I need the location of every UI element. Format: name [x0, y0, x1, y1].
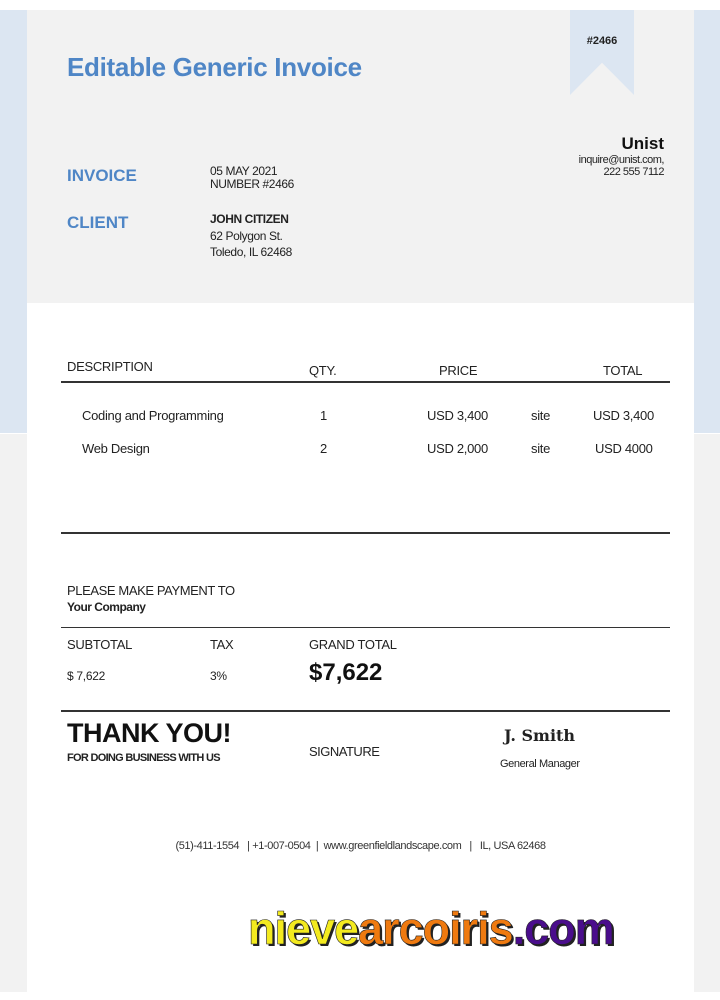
signature-label: SIGNATURE	[309, 744, 380, 759]
payment-divider	[61, 627, 670, 628]
row-description: Web Design	[82, 441, 150, 456]
row-qty: 2	[320, 441, 327, 456]
thank-you-heading: THANK YOU!	[67, 718, 232, 748]
thank-you-subtext: FOR DOING BUSINESS WITH US	[67, 752, 220, 764]
client-address-line1: 62 Polygon St.	[210, 229, 283, 243]
column-header-qty: QTY.	[309, 363, 337, 378]
invoice-number: NUMBER #2466	[210, 177, 294, 191]
row-unit: site	[531, 441, 551, 456]
table-header-divider	[61, 381, 670, 383]
grand-total-value: $7,622	[309, 659, 383, 686]
signer-name: J. Smith	[504, 726, 576, 745]
tax-label: TAX	[210, 637, 234, 652]
footer-phone2: +1-007-0504	[252, 840, 311, 852]
footer-phone1: (51)-411-1554	[175, 840, 240, 852]
row-price: USD 3,400	[427, 408, 488, 423]
company-email: inquire@unist.com,	[578, 154, 664, 166]
invoice-label: INVOICE	[67, 166, 137, 185]
ribbon-invoice-number: #2466	[586, 35, 618, 47]
row-qty: 1	[320, 408, 327, 423]
footer-separator: |	[469, 840, 472, 852]
tax-value: 3%	[210, 669, 227, 683]
table-end-divider	[61, 532, 670, 534]
column-header-description: DESCRIPTION	[67, 359, 153, 374]
company-name: Unist	[621, 134, 664, 153]
client-label: CLIENT	[67, 213, 129, 232]
footer-separator: |	[315, 840, 319, 852]
invoice-page	[27, 10, 694, 992]
payment-payee: Your Company	[67, 600, 146, 614]
column-header-price: PRICE	[439, 363, 478, 378]
subtotal-value: $ 7,622	[67, 669, 105, 683]
footer-location: IL, USA 62468	[479, 840, 546, 852]
watermark-part1: nieve	[248, 903, 359, 954]
row-total: USD 4000	[595, 441, 653, 456]
grand-total-label: GRAND TOTAL	[309, 637, 397, 652]
payment-label: PLEASE MAKE PAYMENT TO	[67, 583, 235, 598]
subtotal-label: SUBTOTAL	[67, 637, 133, 652]
invoice-date: 05 MAY 2021	[210, 164, 278, 178]
signer-title: General Manager	[500, 758, 580, 770]
watermark-part3: .com	[512, 903, 614, 954]
company-phone: 222 555 7112	[603, 166, 664, 178]
footer-contact	[27, 840, 694, 852]
watermark-part2: arcoiris	[358, 903, 513, 954]
row-price: USD 2,000	[427, 441, 488, 456]
company-info	[579, 134, 664, 178]
invoice-title: Editable Generic Invoice	[67, 52, 362, 82]
footer-website[interactable]: www.greenfieldlandscape.com	[323, 840, 462, 852]
row-total: USD 3,400	[593, 408, 654, 423]
column-header-total: TOTAL	[603, 363, 643, 378]
closing-divider	[61, 710, 670, 712]
client-address-line2: Toledo, IL 62468	[210, 245, 292, 259]
watermark-logo	[248, 903, 614, 955]
footer-separator: |	[247, 840, 250, 852]
client-name: JOHN CITIZEN	[210, 212, 289, 226]
row-description: Coding and Programming	[82, 408, 224, 423]
row-unit: site	[531, 408, 551, 423]
